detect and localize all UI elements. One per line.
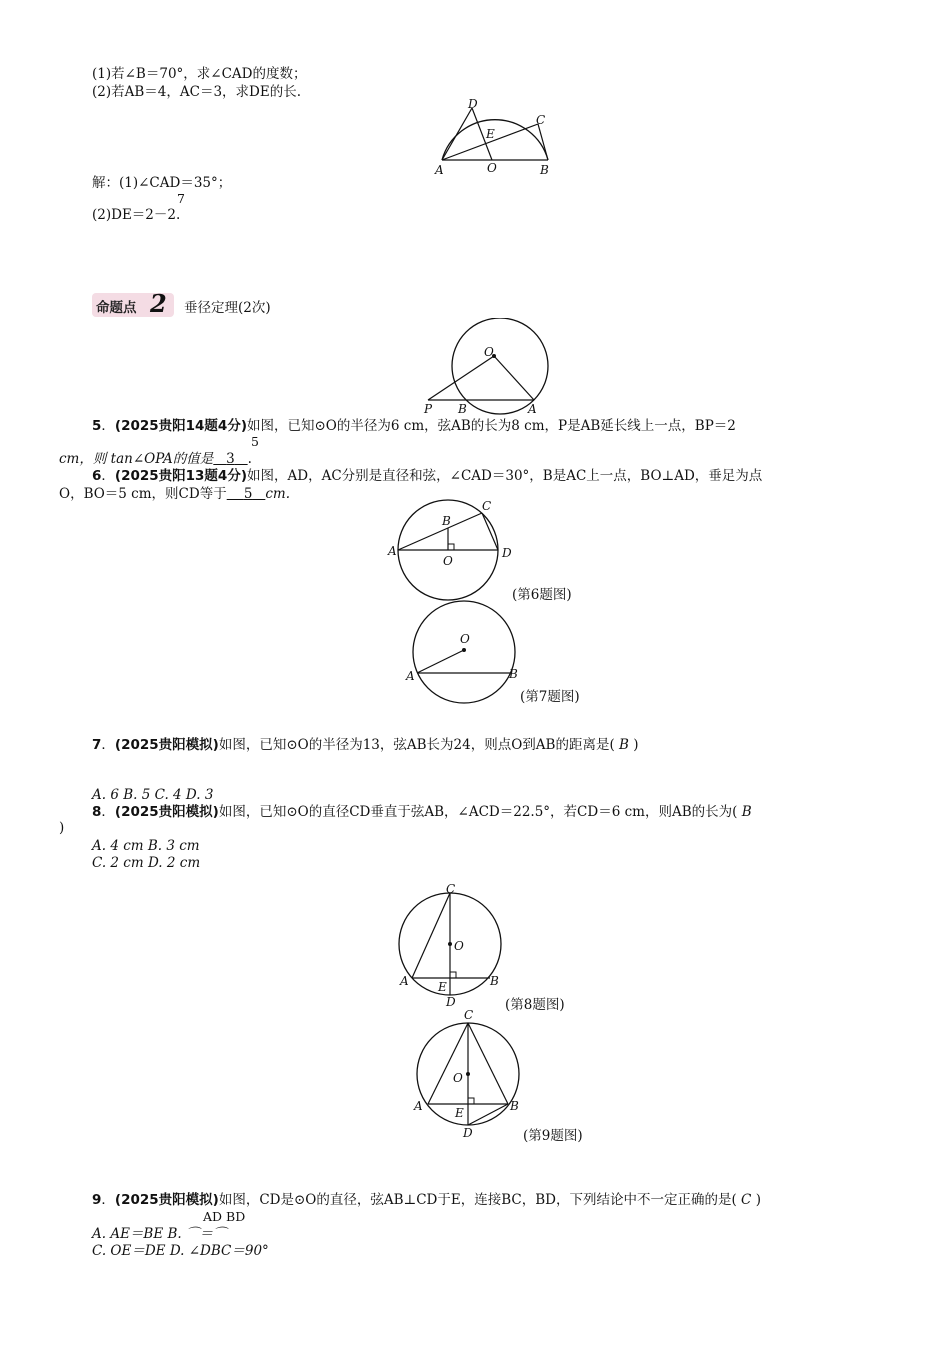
question-7-options: A. 6 B. 5 C. 4 D. 3 [92, 787, 214, 803]
label-C: C [482, 499, 492, 513]
question-9-options-2: C. OE＝DE D. ∠DBC＝90° [92, 1243, 269, 1259]
question-part-2: (2)若AB＝4，AC＝3，求DE的长. [92, 84, 302, 100]
label-A: A [435, 163, 444, 177]
question-8-options-2: C. 2 cm D. 2 cm [92, 855, 201, 871]
answer-8: B [741, 804, 752, 820]
answer-6: 5 [243, 486, 253, 502]
figure-7-caption: (第7题图) [520, 689, 580, 705]
label-P: P [424, 402, 433, 416]
label-D: D [463, 1126, 473, 1140]
label-O: O [487, 161, 497, 175]
figure-9-caption: (第9题图) [523, 1128, 583, 1144]
label-O: O [453, 1071, 463, 1085]
label-D: D [502, 546, 512, 560]
question-8-options-1: A. 4 cm B. 3 cm [92, 838, 200, 854]
label-B: B [509, 667, 518, 681]
figure-q5 [420, 318, 560, 418]
question-8-close: ) [59, 820, 65, 836]
answer-5: 3 [226, 451, 235, 467]
solution-part-2: (2)DE＝2－2. [92, 207, 181, 223]
question-8: 8．(2025贵阳模拟)如图，已知⊙O的直径CD垂直于弦AB，∠ACD＝22.5°，若CD＝6 cm，则AB的长为( B [92, 804, 752, 820]
fraction-numerator: 7 [177, 191, 185, 206]
solution-part-1: 解：(1)∠CAD＝35°； [92, 175, 232, 191]
label-B: B [442, 514, 451, 528]
question-5: 5．(2025贵阳14题4分)如图，已知⊙O的半径为6 cm，弦AB的长为8 cm，P是AB延长线上一点，BP＝2 [92, 418, 736, 434]
question-5-line2: cm，则 tan∠OPA的值是 3 . [59, 451, 252, 467]
section-title: 垂径定理(2次) [184, 300, 271, 316]
label-C: C [464, 1008, 474, 1022]
label-D: D [446, 995, 456, 1009]
label-A: A [400, 974, 409, 988]
figure-semicircle [430, 96, 560, 178]
label-A: A [414, 1099, 423, 1113]
label-O: O [454, 939, 464, 953]
label-E: E [455, 1106, 464, 1120]
label-E: E [486, 127, 495, 141]
section-badge [92, 289, 174, 318]
label-A: A [528, 402, 537, 416]
question-6-line2: O，BO＝5 cm，则CD等于 5 cm. [59, 486, 290, 502]
label-O: O [443, 554, 453, 568]
arc-labels: AD BD [203, 1209, 246, 1224]
figure-q9 [408, 1006, 528, 1142]
question-9: 9．(2025贵阳模拟)如图，CD是⊙O的直径，弦AB⊥CD于E，连接BC，BD，下列结论中不一定正确的是( C ) [92, 1192, 761, 1208]
badge-text: 命题点 [96, 300, 137, 316]
label-B: B [510, 1099, 519, 1113]
label-A: A [406, 669, 415, 683]
label-B: B [490, 974, 499, 988]
label-C: C [446, 882, 456, 896]
figure-6-caption: (第6题图) [512, 587, 572, 603]
figure-q7 [402, 598, 532, 710]
label-B: B [458, 402, 467, 416]
figure-q8 [392, 882, 507, 1012]
question-7: 7．(2025贵阳模拟)如图，已知⊙O的半径为13，弦AB长为24，则点O到AB的距离是( B ) [92, 737, 639, 753]
label-D: D [468, 97, 478, 111]
answer-9: C [741, 1192, 752, 1208]
label-B: B [540, 163, 549, 177]
answer-7: B [619, 737, 629, 753]
answer-5-numerator: 5 [251, 434, 259, 449]
question-9-options-1: A. AE＝BE B. ⌒＝⌒ [92, 1226, 227, 1242]
figure-8-caption: (第8题图) [505, 997, 565, 1013]
label-E: E [438, 980, 447, 994]
question-part-1: (1)若∠B＝70°，求∠CAD的度数； [92, 66, 307, 82]
label-O: O [484, 345, 494, 359]
badge-number: 2 [150, 289, 167, 318]
question-6: 6．(2025贵阳13题4分)如图，AD，AC分别是直径和弦，∠CAD＝30°，B是AC上一点，BO⊥AD，垂足为点 [92, 468, 763, 484]
figure-q6 [386, 495, 516, 605]
label-A: A [388, 544, 397, 558]
label-C: C [536, 113, 546, 127]
label-O: O [460, 632, 470, 646]
